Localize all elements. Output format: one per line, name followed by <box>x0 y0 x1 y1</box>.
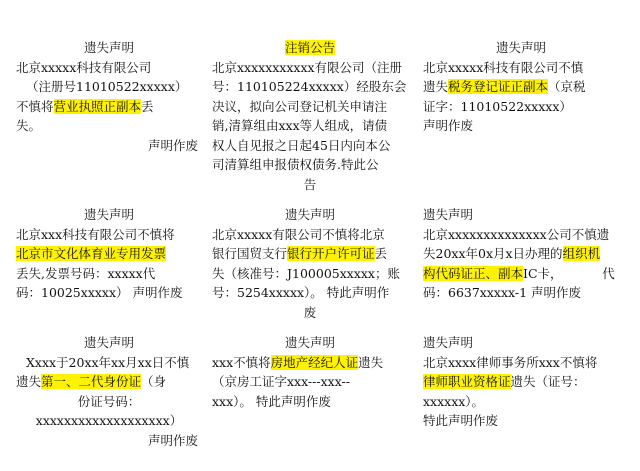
notice-line: （注册号11010522xxxxx） <box>26 79 188 94</box>
notice-realestate-license <box>212 333 408 411</box>
notice-text: 遗失（证号： <box>510 374 586 389</box>
notice-line <box>16 97 202 117</box>
notice-line: 权人自见报之日起45日内向本公 <box>212 137 391 153</box>
highlight: 房地产经纪人证 <box>270 354 359 370</box>
notice-text: 遗失 <box>358 354 384 370</box>
notice-text: IC卡， 代 <box>523 265 615 281</box>
notice-line: 废 <box>303 304 317 320</box>
notice-text: 失20xx年0x月x日办理的 <box>423 246 563 261</box>
notice-text: 遗失 <box>16 374 42 389</box>
highlight: 组织机 <box>562 246 601 261</box>
notice-title: 遗失声明 <box>284 207 335 222</box>
notice-line: 码：6637xxxxx-1 声明作废 <box>423 285 581 300</box>
notice-org-code <box>423 205 619 303</box>
notice-line: （京房工证字xxx---xxx-- <box>212 374 350 389</box>
highlight: 第一、二代身份证 <box>41 374 142 389</box>
notice-line: 失（核准号：J100005xxxxx；账 <box>212 265 400 281</box>
notice-line <box>423 244 619 264</box>
notice-line: 北京xxx科技有限公司不慎将 <box>16 226 175 242</box>
highlight: 构代码证正、副本 <box>423 265 524 281</box>
highlight: 税务登记证正副本 <box>448 79 549 94</box>
notice-line: 北京xxxxxxxxxxx有限公司（注册 <box>212 59 403 75</box>
notice-line: 北京xxxxxxxxxxxxxx公司不慎遗 <box>423 226 610 242</box>
notice-text: 丢 <box>141 98 154 114</box>
notice-line: xxxxxx）。 <box>423 393 485 409</box>
notice-lawyer-license <box>423 333 619 431</box>
notice-line: 北京xxxxx科技有限公司 <box>16 59 152 75</box>
notice-line: 决议，拟向公司登记机关申请注 <box>212 98 388 114</box>
notice-deregistration <box>212 38 408 194</box>
notice-line: Xxxx于20xx年xx月xx日不慎 <box>26 354 190 370</box>
notice-declaration: 声明作废 <box>147 137 198 153</box>
notice-business-license <box>16 38 202 155</box>
notice-tax-certificate <box>423 38 619 136</box>
notice-invoice <box>16 205 202 303</box>
notice-line: 失。 <box>16 118 42 133</box>
notice-bank-permit <box>212 205 408 322</box>
notice-line: 份证号码： <box>77 393 141 409</box>
notice-text: 不慎将 <box>16 98 54 114</box>
notice-text: 丢 <box>374 246 388 261</box>
notice-line <box>16 372 202 392</box>
notice-title <box>212 38 408 58</box>
notice-text: 遗失 <box>423 79 449 94</box>
notice-line: xxxxxxxxxxxxxxxxxxx） <box>35 413 183 428</box>
notice-line: 销,清算组由xxx等人组成，请债 <box>212 118 388 133</box>
notice-text: 银行国贸支行 <box>212 246 288 261</box>
notice-line: 号：5254xxxxx）。 特此声明作 <box>212 285 390 300</box>
notice-line <box>212 244 408 264</box>
notice-title: 遗失声明 <box>423 207 474 222</box>
notice-title: 遗失声明 <box>83 40 134 55</box>
highlight: 注销公告 <box>284 40 335 55</box>
notice-title: 遗失声明 <box>495 40 546 55</box>
notice-line <box>212 353 408 373</box>
notice-declaration: 声明作废 <box>423 118 474 133</box>
highlight: 律师职业资格证 <box>423 374 511 389</box>
notice-line: 号：110105224xxxxx）经股东会 <box>212 79 407 94</box>
notice-line: xxx）。 特此声明作废 <box>212 393 331 409</box>
notice-line: 证字：11010522xxxxx） <box>423 98 572 114</box>
notice-text: （身 <box>141 374 167 389</box>
notice-line: 司清算组申报债权债务.特此公 <box>212 157 379 172</box>
notice-line <box>423 372 619 392</box>
highlight: 营业执照正副本 <box>53 98 142 114</box>
highlight: 银行开户许可证 <box>287 246 375 261</box>
notice-title: 遗失声明 <box>423 335 474 350</box>
notice-declaration: 特此声明作废 <box>423 413 499 428</box>
notice-text: xxx不慎将 <box>212 354 271 370</box>
notice-line <box>423 264 619 284</box>
notice-title: 遗失声明 <box>284 335 335 350</box>
notice-line: 丢失,发票号码：xxxxx代 <box>16 265 156 281</box>
notice-title: 遗失声明 <box>83 335 134 350</box>
notice-line <box>423 77 619 97</box>
notice-id-card <box>16 333 202 450</box>
notice-title: 遗失声明 <box>83 207 134 222</box>
highlight: 北京市文化体育业专用发票 <box>16 246 167 261</box>
notice-line: 北京xxxx律师事务所xxx不慎将 <box>423 354 598 370</box>
notice-line: 北京xxxxx科技有限公司不慎 <box>423 59 584 75</box>
notice-line: 码：10025xxxxx） 声明作废 <box>16 285 183 300</box>
notice-declaration: 声明作废 <box>147 432 198 448</box>
notice-line <box>16 244 202 264</box>
notice-text: （京税 <box>548 79 586 94</box>
notice-line: 告 <box>303 176 317 192</box>
notice-line: 北京xxxxx有限公司不慎将北京 <box>212 226 385 242</box>
